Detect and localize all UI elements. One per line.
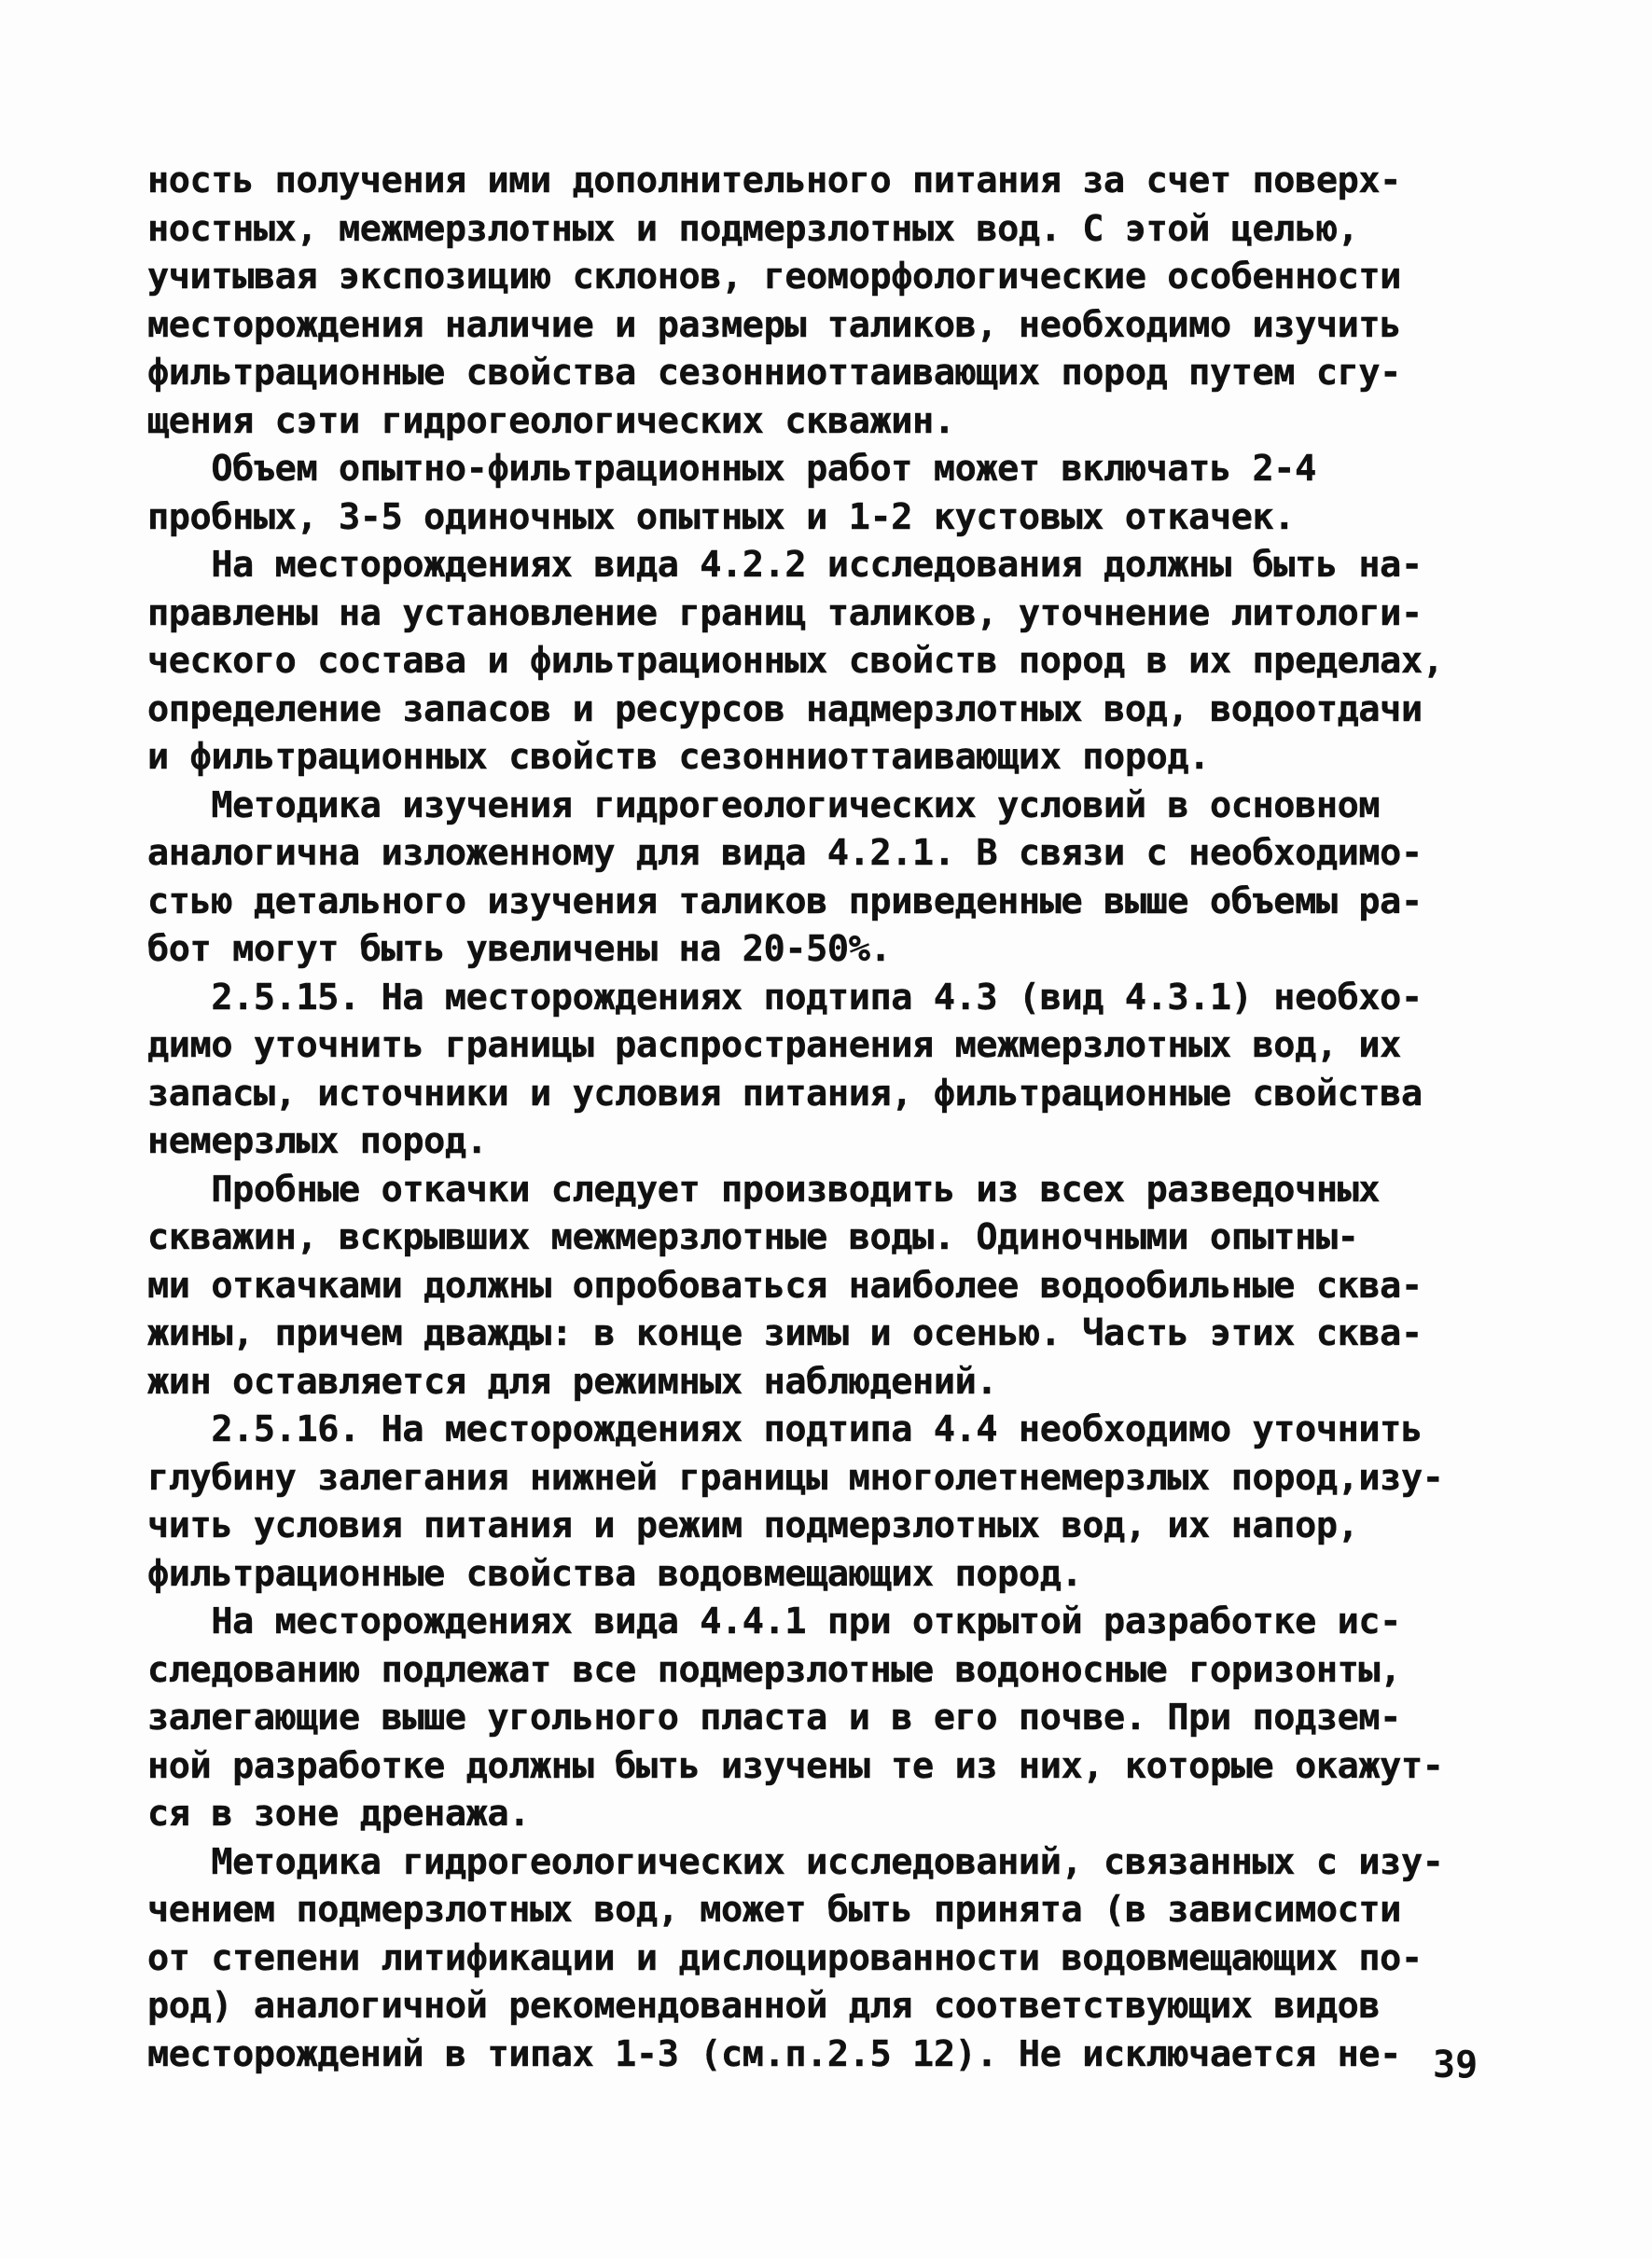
text-line: ческого состава и фильтрационных свойств пород в их пределах, <box>147 640 1444 682</box>
text-line: глубину залегания нижней границы многолетнемерзлых пород,изу- <box>147 1456 1444 1499</box>
text-line: чением подмерзлотных вод, может быть принята (в зависимости <box>147 1889 1401 1931</box>
text-line: жины, причем дважды: в конце зимы и осенью. Часть этих сква- <box>147 1312 1423 1354</box>
text-line: фильтрационные свойства водовмещающих пород. <box>147 1552 1083 1595</box>
text-line: Методика гидрогеологических исследований, связанных с изу- <box>147 1840 1444 1883</box>
text-line: 2.5.16. На месторождениях подтипа 4.4 необходимо уточнить <box>147 1408 1423 1450</box>
text-line: скважин, вскрывших межмерзлотные воды. Одиночными опытны- <box>147 1216 1359 1258</box>
text-line: Методика изучения гидрогеологических условий в основном <box>147 783 1381 826</box>
text-line: правлены на установление границ таликов, уточнение литологи- <box>147 591 1423 634</box>
text-line: запасы, источники и условия питания, фильтрационные свойства <box>147 1072 1423 1115</box>
text-line: чить условия питания и режим подмерзлотных вод, их напор, <box>147 1504 1359 1546</box>
text-line: бот могут быть увеличены на 20-50%. <box>147 928 892 970</box>
text-line: немерзлых пород. <box>147 1120 488 1162</box>
text-line: определение запасов и ресурсов надмерзлотных вод, водоотдачи <box>147 687 1423 730</box>
text-line: род) аналогичной рекомендованной для соответствующих видов <box>147 1985 1381 2027</box>
text-line: аналогична изложенному для вида 4.2.1. В связи с необходимо- <box>147 832 1423 874</box>
text-line: ми откачками должны опробоваться наиболее водообильные сква- <box>147 1264 1423 1307</box>
text-line: Объем опытно-фильтрационных работ может включать 2-4 <box>147 448 1316 490</box>
text-line: димо уточнить границы распространения межмерзлотных вод, их <box>147 1024 1401 1066</box>
text-line: жин оставляется для режимных наблюдений. <box>147 1360 998 1403</box>
text-line: следованию подлежат все подмерзлотные водоносные горизонты, <box>147 1648 1401 1691</box>
text-line: месторождения наличие и размеры таликов, необходимо изучить <box>147 303 1401 346</box>
text-line: стью детального изучения таликов приведенные выше объемы ра- <box>147 880 1423 922</box>
text-line: учитывая экспозицию склонов, геоморфологические особенности <box>147 256 1401 298</box>
text-line: от степени литификации и дислоцированности водовмещающих по- <box>147 1936 1423 1979</box>
text-line: пробных, 3-5 одиночных опытных и 1-2 кустовых откачек. <box>147 495 1296 538</box>
text-line: ся в зоне дренажа. <box>147 1793 531 1835</box>
text-line: месторождений в типах 1-3 (см.п.2.5 12). Не исключается не- <box>147 2032 1401 2075</box>
text-line: 2.5.15. На месторождениях подтипа 4.3 (вид 4.3.1) необхо- <box>147 976 1423 1019</box>
text-line: ной разработке должны быть изучены те из них, которые окажут- <box>147 1744 1444 1787</box>
text-line: щения сэти гидрогеологических скважин. <box>147 399 955 442</box>
page-number: 39 <box>1433 2044 1478 2086</box>
text-line: и фильтрационных свойств сезонниоттаивающих пород. <box>147 736 1210 778</box>
text-line: залегающие выше угольного пласта и в его почве. При подзем- <box>147 1697 1401 1739</box>
text-line: ностных, межмерзлотных и подмерзлотных вод. С этой целью, <box>147 207 1359 250</box>
text-line: На месторождениях вида 4.2.2 исследования должны быть на- <box>147 544 1423 586</box>
text-line: На месторождениях вида 4.4.1 при открытой разработке ис- <box>147 1601 1401 1642</box>
body-text <box>147 157 1509 2078</box>
text-line: фильтрационные свойства сезонниоттаивающих пород путем сгу- <box>147 352 1401 394</box>
text-line: Пробные откачки следует производить из всех разведочных <box>147 1168 1381 1211</box>
text-line: ность получения ими дополнительного питания за счет поверх- <box>147 159 1401 201</box>
